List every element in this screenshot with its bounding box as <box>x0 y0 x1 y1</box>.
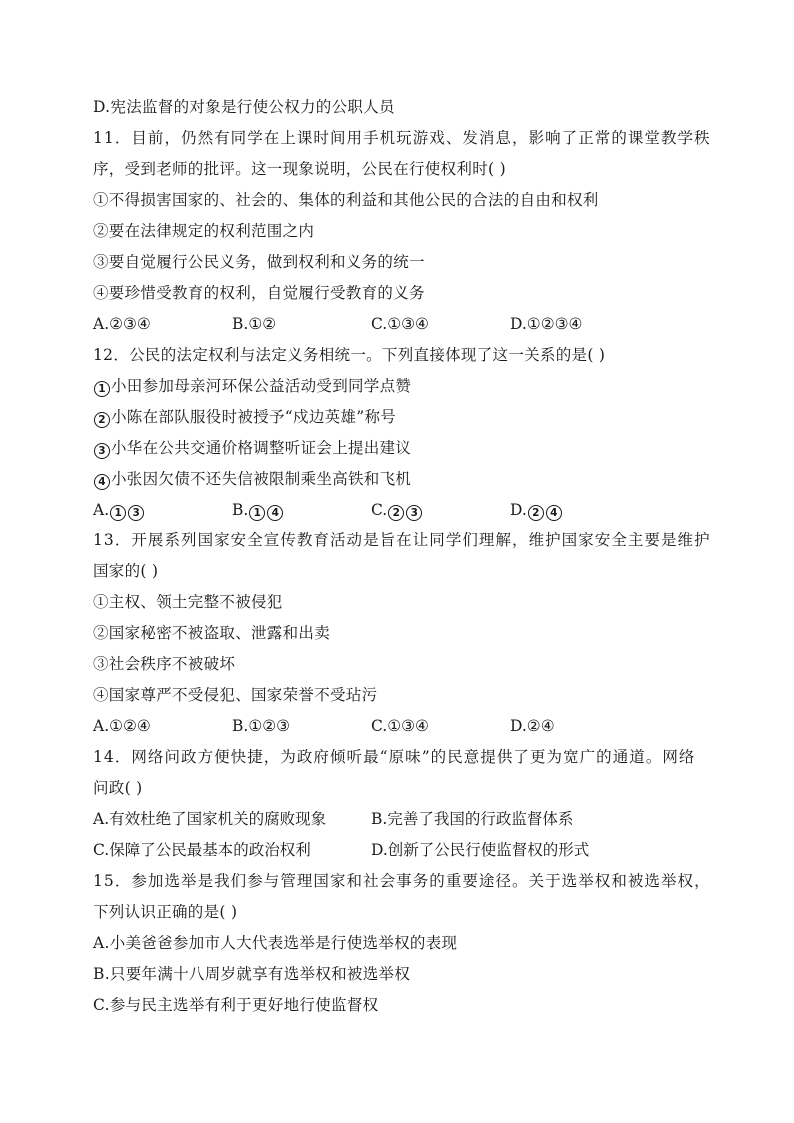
q15-option-c: C.参与民主选举有利于更好地行使监督权 <box>93 996 379 1014</box>
q12-item-4 <box>93 469 411 490</box>
q13-option-c: C.①③④ <box>371 717 429 735</box>
option-prefix: C. <box>371 501 388 519</box>
q13-stem-line2: 国家的( ) <box>93 562 159 580</box>
q14-stem-line2: 问政( ) <box>93 779 143 797</box>
q12-item-1 <box>93 376 411 397</box>
q12-item-text: 小张因欠债不还失信被限制乘坐高铁和飞机 <box>111 470 412 488</box>
q13-option-b: B.①②③ <box>232 717 291 735</box>
q11-stem-line1: 11．目前，仍然有同学在上课时间用手机玩游戏、发消息，影响了正常的课堂教学秩 <box>93 129 711 147</box>
q12-stem: 12．公民的法定权利与法定义务相统一。下列直接体现了这一关系的是( ) <box>93 346 606 364</box>
q15-option-a: A.小美爸爸参加市人大代表选举是行使选举权的表现 <box>93 934 458 952</box>
q13-option-d: D.②④ <box>510 717 555 735</box>
q12-item-text: 小华在公共交通价格调整听证会上提出建议 <box>111 439 412 457</box>
circled-number: 4 <box>546 505 562 521</box>
q14-option-d: D.创新了公民行使监督权的形式 <box>371 841 590 859</box>
q12-option-a <box>93 500 145 521</box>
q11-item-2: ②要在法律规定的权利范围之内 <box>93 222 315 240</box>
circled-number: 2 <box>528 505 544 521</box>
q14-option-b: B.完善了我国的行政监督体系 <box>371 810 574 828</box>
option-prefix: A. <box>93 501 110 519</box>
q12-item-3 <box>93 438 411 459</box>
circled-number: 2 <box>388 505 404 521</box>
q14-stem-line1: 14．网络问政方便快捷，为政府倾听最“原味”的民意提供了更为宽广的通道。网络 <box>93 748 696 766</box>
q15-option-b: B.只要年满十八周岁就享有选举权和被选举权 <box>93 965 411 983</box>
q13-item-2: ②国家秘密不被盗取、泄露和出卖 <box>93 624 331 642</box>
circled-number: 4 <box>94 474 110 490</box>
q14-option-c: C.保障了公民最基本的政治权利 <box>93 841 311 859</box>
option-prefix: B. <box>232 501 249 519</box>
circled-number: 3 <box>94 443 110 459</box>
q11-option-b: B.①② <box>232 315 277 333</box>
q13-item-4: ④国家尊严不受侵犯、国家荣誉不受玷污 <box>93 686 378 704</box>
q11-item-4: ④要珍惜受教育的权利，自觉履行受教育的义务 <box>93 284 425 302</box>
q13-item-1: ①主权、领土完整不被侵犯 <box>93 593 283 611</box>
q11-stem-line2: 序，受到老师的批评。这一现象说明，公民在行使权利时( ) <box>93 160 506 178</box>
q13-stem-line1: 13．开展系列国家安全宣传教育活动是旨在让同学们理解，维护国家安全主要是维护 <box>93 531 711 549</box>
q12-item-2 <box>93 407 396 428</box>
q12-option-c <box>371 500 423 521</box>
q15-stem-line2: 下列认识正确的是( ) <box>93 903 238 921</box>
circled-number: 1 <box>110 505 126 521</box>
q11-option-a: A.②③④ <box>93 315 151 333</box>
q12-option-d <box>510 500 563 521</box>
q13-item-3: ③社会秩序不被破坏 <box>93 655 236 673</box>
q11-option-c: C.①③④ <box>371 315 429 333</box>
q12-option-b <box>232 500 284 521</box>
circled-number: 4 <box>267 505 283 521</box>
q15-stem-line1: 15．参加选举是我们参与管理国家和社会事务的重要途径。关于选举权和被选举权， <box>93 872 711 890</box>
q11-option-d: D.①②③④ <box>510 315 583 333</box>
q14-option-a: A.有效杜绝了国家机关的腐败现象 <box>93 810 327 828</box>
circled-number: 3 <box>406 505 422 521</box>
circled-number: 1 <box>94 381 110 397</box>
q12-item-text: 小陈在部队服役时被授予“戍边英雄”称号 <box>111 408 397 426</box>
q11-item-3: ③要自觉履行公民义务，做到权利和义务的统一 <box>93 253 425 271</box>
circled-number: 2 <box>94 412 110 428</box>
q13-option-a: A.①②④ <box>93 717 151 735</box>
option-prefix: D. <box>510 501 527 519</box>
q12-item-text: 小田参加母亲河环保公益活动受到同学点赞 <box>111 377 412 395</box>
circled-number: 1 <box>249 505 265 521</box>
q10-option-d: D.宪法监督的对象是行使公权力的公职人员 <box>93 98 395 116</box>
q11-item-1: ①不得损害国家的、社会的、集体的利益和其他公民的合法的自由和权利 <box>93 191 599 209</box>
circled-number: 3 <box>128 505 144 521</box>
